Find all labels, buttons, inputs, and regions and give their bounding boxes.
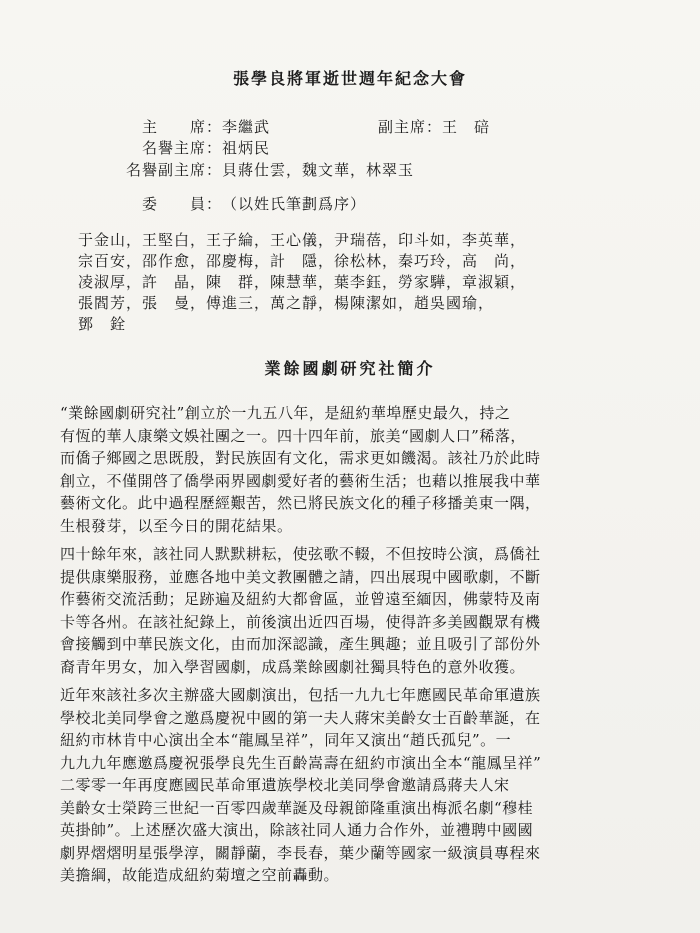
paragraph-line: 劇界熠熠明星張學淳，關靜蘭，李長春，葉少蘭等國家一級演員專程來 — [60, 843, 541, 862]
honorary-vice-chair-row — [118, 159, 414, 180]
intro-paragraph-3 — [60, 684, 648, 887]
honorary-chair-value: 祖炳民 — [222, 139, 271, 157]
paragraph-line: 卡等各州。在該社紀錄上，前後演出近四百場，使得許多美國觀眾有機 — [60, 612, 541, 631]
section-title: 業餘國劇研究社簡介 — [264, 359, 436, 378]
paragraph-line: 裔青年男女，加入學習國劇，成爲業餘國劇社獨具特色的意外收獲。 — [60, 657, 526, 676]
paragraph-line: 提供康樂服務，並應各地中美文教團體之請，四出展現中國歌劇，不斷 — [60, 567, 541, 586]
committee-members — [78, 230, 638, 335]
chair-row — [118, 116, 270, 137]
members-line: 凌淑厚，許 晶，陳 群，陳慧華，葉李鈺，勞家驊，章淑穎， — [78, 273, 527, 291]
committee-value: （以姓氏筆劃爲序） — [222, 195, 367, 213]
paragraph-line: 二零零一年再度應國民革命軍遺族學校北美同學會邀請爲蔣夫人宋 — [60, 776, 510, 794]
members-line: 鄧 銓 — [78, 315, 127, 333]
paragraph-line: 四十餘年來，該社同人默默耕耘，使弦歌不輟，不但按時公演，爲僑社 — [60, 545, 541, 563]
paragraph-line: 創立，不僅開啓了僑學兩界國劇愛好者的藝術生活；也藉以推展我中華 — [60, 471, 541, 490]
intro-paragraph-2 — [60, 543, 648, 678]
paragraph-line: 美齡女士榮跨三世紀一百零四歲華誕及母親節隆重演出梅派名劇“穆桂 — [60, 798, 534, 817]
paragraph-line: 近年來該社多次主辦盛大國劇演出，包括一九九七年應國民革命軍遺族 — [60, 686, 541, 704]
honorary-chair-label: 名譽主席： — [141, 139, 222, 157]
paragraph-line: “業餘國劇研究社”創立於一九五八年，是紐約華埠歷史最久，持之 — [60, 404, 511, 422]
paragraph-line: 有恆的華人康樂文娛社團之一。四十四年前，旅美“國劇人口”稀落， — [60, 426, 526, 445]
vice-chair-row — [378, 116, 490, 137]
paragraph-line: 學校北美同學會之邀爲慶祝中國的第一夫人蔣宋美齡女士百齡華誕，在 — [60, 708, 541, 727]
paragraph-line: 美擔綱，故能造成紐約菊壇之空前轟動。 — [60, 866, 340, 884]
paragraph-line: 生根發芽，以至今日的開花結果。 — [60, 516, 293, 535]
committee-label: 委 員： — [141, 195, 222, 213]
members-line: 張閻芳，張 曼，傅進三，萬之靜，楊陳潔如，趙吳國瑜， — [78, 294, 495, 312]
vice-chair-value: 王 碚 — [442, 118, 491, 136]
event-title: 張學良將軍逝世週年紀念大會 — [232, 69, 467, 88]
committee-row — [118, 193, 366, 214]
chair-value: 李繼武 — [222, 118, 271, 136]
paragraph-line: 而僑子鄉國之思既殷，對民族固有文化，需求更如饑渴。該社乃於此時 — [60, 449, 541, 467]
vice-chair-label: 副主席： — [378, 118, 443, 136]
members-line: 宗百安，邵作愈，邵慶梅，計 隱，徐松林，秦巧玲，高 尚， — [78, 252, 527, 270]
paragraph-line: 紐約市林肯中心演出全本“龍鳳呈祥”，同年又演出“趙氏孤兒”。一 — [60, 731, 512, 749]
honorary-vice-chair-value: 貝蔣仕雲，魏文華，林翠玉 — [222, 161, 415, 179]
paragraph-line: 英掛帥”。上述歷次盛大演出，除該社同人通力合作外，並禮聘中國國 — [60, 821, 534, 839]
paragraph-line: 藝術文化。此中過程歷經艱苦，然已將民族文化的種子移播美東一隅， — [60, 494, 541, 512]
intro-paragraph-1 — [60, 402, 648, 537]
chair-label: 主 席： — [141, 118, 222, 136]
members-line: 于金山，王堅白，王子綸，王心儀，尹瑞蓓，印斗如，李英華， — [78, 231, 527, 249]
honorary-vice-chair-label: 名譽副主席： — [125, 161, 222, 179]
paragraph-line: 會接觸到中華民族文化，由而加深認識，產生興趣；並且吸引了部份外 — [60, 635, 541, 653]
paragraph-line: 作藝術交流活動；足跡遍及紐約大都會區，並曾遠至緬因，佛蒙特及南 — [60, 590, 541, 608]
honorary-chair-row — [118, 137, 270, 158]
paragraph-line: 九九九年應邀爲慶祝張學良先生百齡嵩壽在紐約市演出全本“龍鳳呈祥” — [60, 753, 542, 772]
